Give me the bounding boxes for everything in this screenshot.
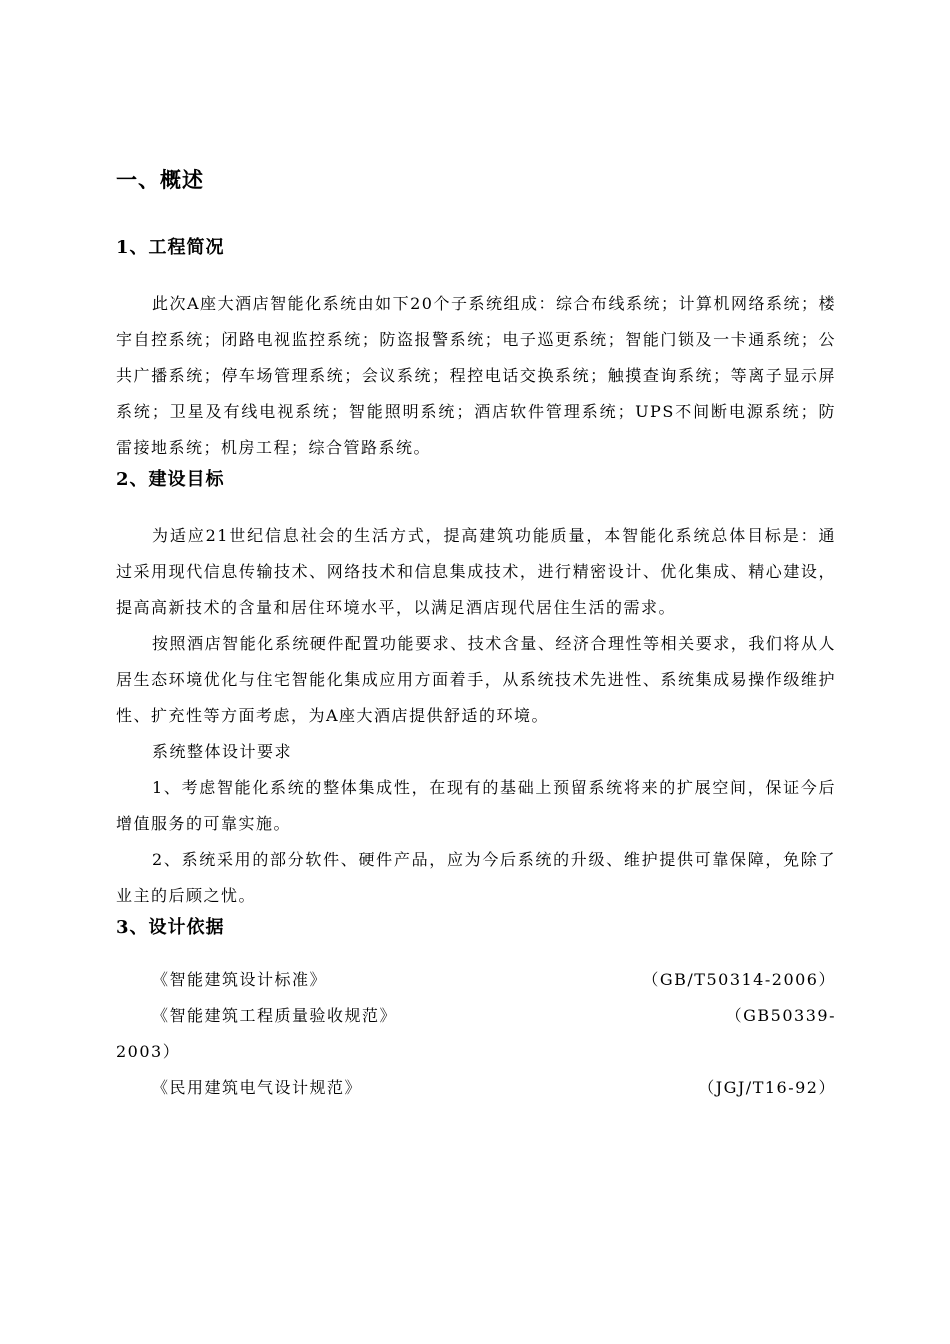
reference-name: 《智能建筑设计标准》 (152, 970, 328, 989)
paragraph: 为适应21世纪信息社会的生活方式，提高建筑功能质量，本智能化系统总体目标是：通过采用现代信息传输技术、网络技术和信息集成技术，进行精密设计、优化集成、精心建设，提高高新技术的含量和居住环境水平，以满足酒店现代居住生活的需求。 (116, 526, 836, 617)
reference-item (116, 1070, 836, 1106)
reference-name: 《民用建筑电气设计规范》 (152, 1078, 363, 1097)
list-item: 1、考虑智能化系统的整体集成性，在现有的基础上预留系统将来的扩展空间，保证今后增值服务的可靠实施。 (116, 778, 836, 833)
reference-name: 《智能建筑工程质量验收规范》 (152, 1006, 398, 1025)
section-heading-project-overview: 1、工程简况 (116, 237, 225, 258)
reference-item (116, 998, 836, 1070)
subheading-design-requirements: 系统整体设计要求 (152, 742, 293, 761)
paragraph: 此次A座大酒店智能化系统由如下20个子系统组成：综合布线系统；计算机网络系统；楼宇自控系统；闭路电视监控系统；防盗报警系统；电子巡更系统；智能门锁及一卡通系统；公共广播系统；停车场管理系统；会议系统；程控电话交换系统；触摸查询系统；等离子显示屏系统；卫星及有线电视系统；智能照明系统；酒店软件管理系统；UPS不间断电源系统；防雷接地系统；机房工程；综合管路系统。 (116, 294, 836, 457)
section-heading-design-basis: 3、设计依据 (116, 917, 225, 938)
section-heading-construction-goals: 2、建设目标 (116, 469, 225, 490)
list-item: 2、系统采用的部分软件、硬件产品，应为今后系统的升级、维护提供可靠保障，免除了业主的后顾之忧。 (116, 850, 836, 905)
reference-code: （GB50339- (725, 1006, 836, 1025)
reference-code: （JGJ/T16-92） (698, 1078, 836, 1097)
reference-code: （GB/T50314-2006） (642, 970, 836, 989)
reference-list (116, 962, 836, 1106)
reference-code-continuation: 2003） (116, 1042, 181, 1061)
paragraph: 按照酒店智能化系统硬件配置功能要求、技术含量、经济合理性等相关要求，我们将从人居生态环境优化与住宅智能化集成应用方面着手，从系统技术先进性、系统集成易操作级维护性、扩充性等方面考虑，为A座大酒店提供舒适的环境。 (116, 634, 836, 725)
reference-item (116, 962, 836, 998)
chapter-title: 一、概述 (116, 167, 204, 192)
document-body (116, 160, 836, 1106)
